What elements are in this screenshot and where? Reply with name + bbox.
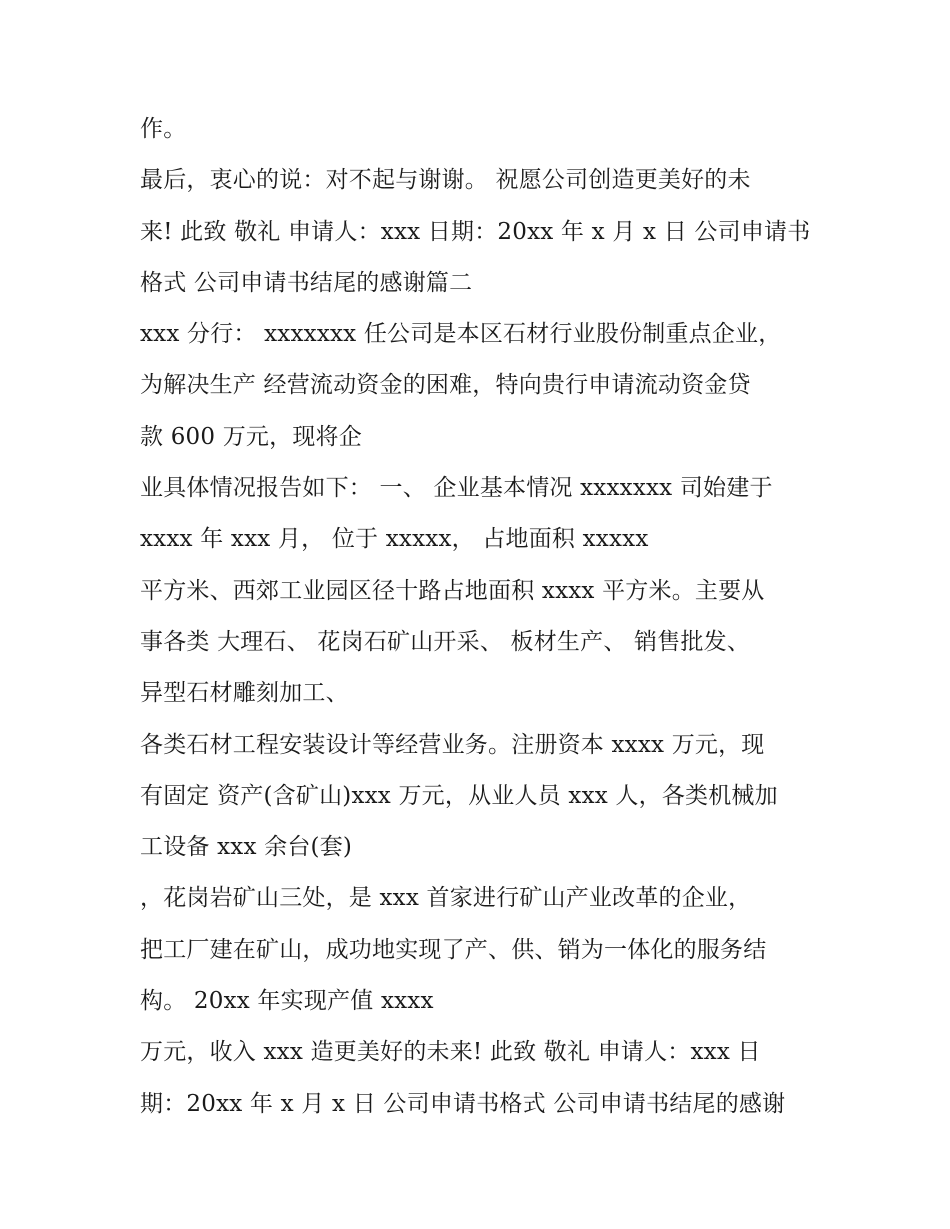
text-line: xxx 分行： xxxxxxx 任公司是本区石材行业股份制重点企业，: [140, 321, 782, 348]
text-line: 各类石材工程安装设计等经营业务。注册资本 xxxx 万元，现: [140, 731, 765, 758]
text-line: 期：20xx 年 x 月 x 日 公司申请书格式 公司申请书结尾的感谢: [140, 1090, 786, 1117]
text-line: 构。 20xx 年实现产值 xxxx: [140, 988, 434, 1015]
text-line: 来! 此致 敬礼 申请人：xxx 日期：20xx 年 x 月 x 日 公司申请书: [140, 218, 811, 245]
text-line: xxxx 年 xxx 月， 位于 xxxxx， 占地面积 xxxxx: [140, 526, 649, 553]
text-line: ，花岗岩矿山三处，是 xxx 首家进行矿山产业改革的企业，: [140, 885, 752, 912]
text-line: 款 600 万元，现将企: [140, 423, 362, 450]
text-line: 为解决生产 经营流动资金的困难，特向贵行申请流动资金贷: [140, 372, 751, 399]
text-line: 万元，收入 xxx 造更美好的未来! 此致 敬礼 申请人：xxx 日: [140, 1039, 761, 1066]
text-line: 异型石材雕刻加工、: [140, 680, 349, 707]
document-body: [140, 104, 820, 1130]
text-line: 事各类 大理石、 花岗石矿山开采、 板材生产、 销售批发、: [140, 628, 751, 655]
text-line: 最后，衷心的说：对不起与谢谢。 祝愿公司创造更美好的未: [140, 167, 751, 194]
text-line: 有固定 资产(含矿山)xxx 万元，从业人员 xxx 人，各类机械加: [140, 782, 778, 809]
text-line: 作。: [140, 116, 187, 142]
text-line: 格式 公司申请书结尾的感谢篇二: [140, 269, 473, 296]
text-line: 把工厂建在矿山，成功地实现了产、供、销为一体化的服务结: [140, 936, 767, 963]
text-line: 平方米、西郊工业园区径十路占地面积 xxxx 平方米。主要从: [140, 577, 765, 604]
text-line: 业具体情况报告如下： 一、 企业基本情况 xxxxxxx 司始建于: [140, 475, 773, 502]
text-line: 工设备 xxx 余台(套): [140, 834, 353, 861]
